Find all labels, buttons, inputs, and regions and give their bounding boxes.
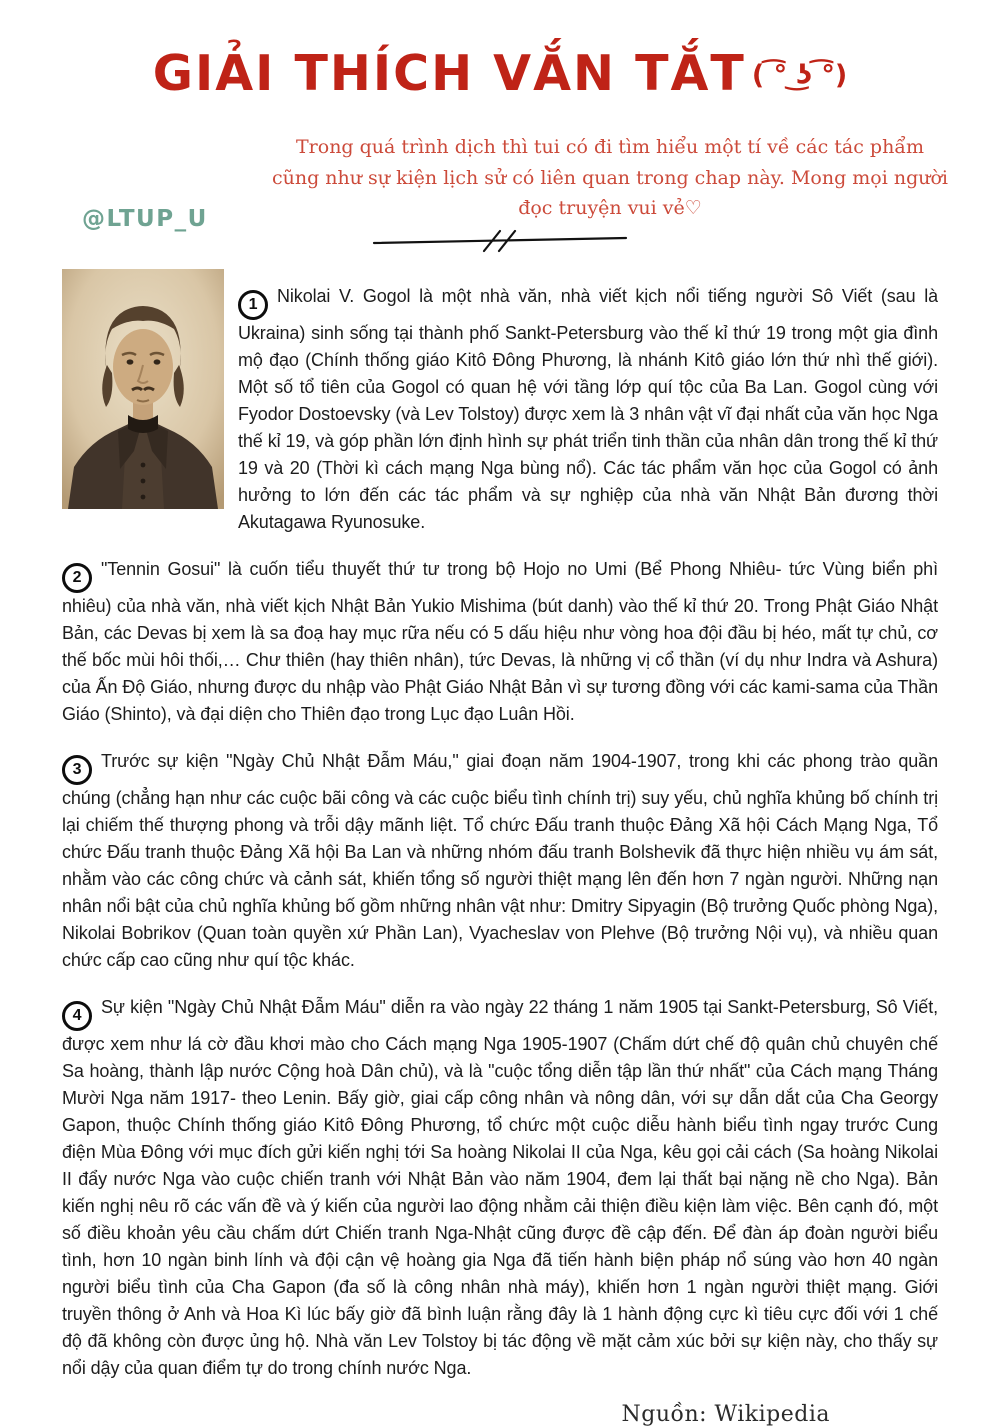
translator-intro-note: Trong quá trình dịch thì tui có đi tìm hiểu một tí về các tác phẩm cũng như sự kiện lịch sử có liên quan trong chap này. Mong mọi người đọc truyện vui vẻ♡ <box>271 136 948 220</box>
note-1-block <box>62 267 938 556</box>
note-1-text: Nikolai V. Gogol là một nhà văn, nhà viết kịch nổi tiếng người Sô Viết (sau là Ukraina) sinh sống tại thành phố Sankt-Petersburg vào thế kỉ thứ 19 trong một gia đình mộ đạo (Chính thống giáo Kitô Đông Phương, là nhánh Kitô giáo lớn thứ nhì thế giới). Một số tổ tiên của Gogol có quan hệ với tầng lớp quí tộc của Ba Lan. Gogol cùng với Fyodor Dostoevsky (và Lev Tolstoy) được xem là 3 nhân vật vĩ đại nhất của văn học Nga thế kỉ 19, và góp phần lớn định hình sự phát triển tinh thần của nhân dân trong thế kỉ thứ 19 và 20 (Thời kì cách mạng Nga bùng nổ). Các tác phẩm văn học của Gogol có ảnh hưởng to lớn đến các tác phẩm và sự nghiệp của nhà văn Nhật Bản đương thời Akutagawa Ryunosuke. <box>238 286 938 533</box>
note-4-text: Sự kiện "Ngày Chủ Nhật Đẫm Máu" diễn ra vào ngày 22 tháng 1 năm 1905 tại Sankt-Petersburg, Sô Viết, được xem như lá cờ đầu khơi mào cho Cách mạng Nga 1905-1907 (Chấm dứt chế độ quân chủ chuyên chế Sa hoàng, thành lập nước Cộng hoà Dân chủ), và là "cuộc tổng diễn tập lần thứ nhất" của Cách mạng Tháng Mười Nga năm 1917- theo Lenin. Bấy giờ, giai cấp công nhân và nông dân, với sự dẫn dắt của Cha Georgy Gapon, thuộc Chính thống giáo Kitô Đông Phương, tổ chức một cuộc diễu hành biểu tình ngay trước Cung điện Mùa Đông với mục đích gửi kiến nghị tới Sa hoàng Nikolai II của Nga, kêu gọi cải cách (Sa hoàng Nikolai II đẩy nước Nga vào cuộc chiến tranh với Nhật Bản vào năm 1904, đem lại thất bại nặng nề cho Nga). Bản kiến nghị nêu rõ các vấn đề và ý kiến của người lao động nhằm cải thiện điều kiện làm việc. Bên cạnh đó, một số điều khoản yêu cầu chấm dứt Chiến tranh Nga-Nhật cũng được đề cập đến. Để đàn áp đoàn người biểu tình, hơn 10 ngàn binh lính và đội cận vệ hoàng gia Nga đã tiến hành biện pháp nổ súng vào hơn 40 ngàn người biểu tình của Cha Gapon (đa số là công nhân nhà máy), khiến hơn 1 ngàn người thiệt mạng. Giới truyền thông ở Anh và Hoa Kì lúc bấy giờ đã bình luận rằng đây là 1 hành động cực kì tiêu cực đối với 1 chế độ đã không còn được ủng hộ. Nhà văn Lev Tolstoy bị tác động về mặt cảm xúc bởi sự kiện này, cho thấy sự nổi dậy của quan điểm tự do trong chính nước Nga. <box>62 997 938 1379</box>
page-title <box>0 45 1000 102</box>
page-title-text: GIẢI THÍCH VẮN TẮT <box>152 45 746 102</box>
number-badge-3: 3 <box>62 755 92 785</box>
nikolai-gogol-portrait <box>62 269 224 509</box>
number-badge-2: 2 <box>62 563 92 593</box>
note-paragraph-2 <box>62 556 938 728</box>
section-divider <box>370 229 630 253</box>
lenny-face-emoticon: ( ͡° ͜ʖ ͡°) <box>751 60 848 91</box>
note-paragraph-4 <box>62 994 938 1382</box>
note-3-text: Trước sự kiện "Ngày Chủ Nhật Đẫm Máu," giai đoạn năm 1904-1907, trong khi các phong trào quần chúng (chẳng hạn như các cuộc bãi công và các cuộc biểu tình chính trị) suy yếu, chủ nghĩa khủng bố chính trị lại chiếm thế thượng phong và trỗi dậy mãnh liệt. Tổ chức Đấu tranh thuộc Đảng Xã hội Cách Mạng Nga, Tổ chức Đấu tranh thuộc Đảng Xã hội Ba Lan và những nhóm đấu tranh Bolshevik đã thực hiện nhiều vụ ám sát, nhằm vào các công chức và cảnh sát, khiến tổng số người thiệt mạng lên đến hơn 7 ngàn người. Những nạn nhân nổi bật của chủ nghĩa khủng bố gồm những nhân vật như: Dmitry Sipyagin (Bộ trưởng Quốc phòng Nga), Nikolai Bobrikov (Quan toàn quyền xứ Phần Lan), Vyacheslav von Plehve (Bộ trưởng Nội vụ), và nhiều quan chức cấp cao cũng như quí tộc khác. <box>62 751 938 971</box>
source-credit: Nguồn: Wikipedia <box>621 1402 830 1427</box>
number-badge-1: 1 <box>238 290 268 320</box>
notes-content <box>0 267 1000 1427</box>
note-2-text: "Tennin Gosui" là cuốn tiểu thuyết thứ tư trong bộ Hojo no Umi (Bể Phong Nhiêu- tức Vùng biển phì nhiêu) của nhà văn, nhà viết kịch Nhật Bản Yukio Mishima (bút danh) vào thế kỉ thứ 20. Trong Phật Giáo Nhật Bản, các Devas bị xem là sa đoạ hay mục rữa nếu có 5 dấu hiệu như vòng hoa đội đầu bị héo, mất tự chủ, cơ thế bốc mùi hôi thối,… Chư thiên (hay thiên nhân), tức Devas, là những vị cổ thần (ví dụ như Indra và Ashura) của Ấn Độ Giáo, nhưng được du nhập vào Phật Giáo Nhật Bản vì sự tương đồng với các kami-sama của Thần Giáo (Shinto), và đại diện cho Thiên đạo trong Lục đạo Luân Hồi. <box>62 559 938 725</box>
note-paragraph-3 <box>62 748 938 974</box>
number-badge-4: 4 <box>62 1001 92 1031</box>
translator-handle: @LTUP_U <box>82 206 208 232</box>
